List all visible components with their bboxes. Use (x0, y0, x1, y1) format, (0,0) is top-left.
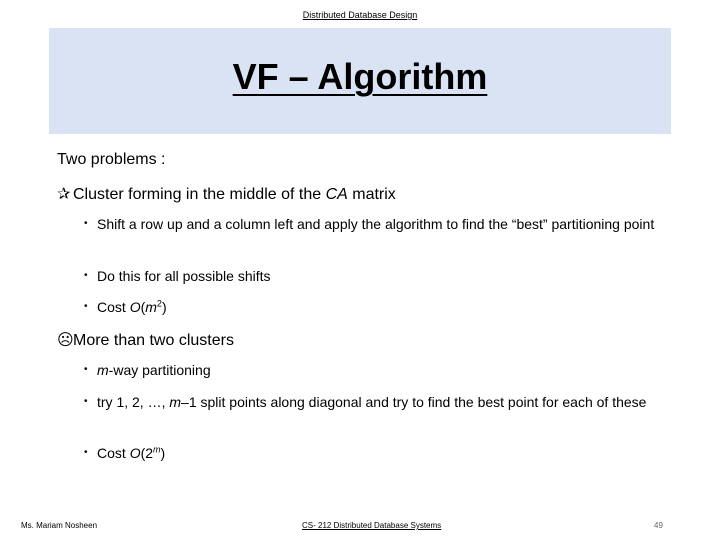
problem-item (57, 330, 234, 350)
slide-header: Distributed Database Design (302, 10, 418, 20)
problem-text: More than two clusters (73, 332, 234, 349)
sub-item-text: Shift a row up and a column left and apply the algorithm to find the “best” partitioning point (97, 216, 655, 232)
bullet-dot-icon: • (84, 301, 88, 312)
problem-text-end: matrix (347, 186, 396, 203)
sub-item-text: Cost $O(m^2)$ (97, 298, 167, 315)
sub-item (84, 213, 659, 235)
footer-author: Ms. Mariam Nosheen (21, 521, 98, 530)
footer-course: CS- 212 Distributed Database Systems (302, 521, 442, 530)
slide-title: VF – Algorithm (232, 56, 488, 97)
bullet-dot-icon: • (84, 218, 88, 229)
sub-item (84, 359, 659, 381)
sub-item-text: Cost O(2$^m$) (97, 444, 166, 461)
bullet-dot-icon: • (84, 270, 88, 281)
sub-item-text: try 1, 2, …, m–1 split points along diagonal and try to find the best point for each of these (97, 394, 647, 410)
sub-item (84, 296, 659, 318)
sub-item (84, 442, 659, 464)
page-number: 49 (654, 521, 663, 530)
problem-text: Cluster forming in the middle of the (73, 186, 326, 203)
sub-item-text: Do this for all possible shifts (97, 268, 271, 284)
sub-item (84, 391, 659, 413)
sub-item-text: m-way partitioning (97, 362, 211, 378)
star-bullet-icon: ✰ (57, 186, 71, 203)
bullet-dot-icon: • (84, 396, 88, 407)
intro-text: Two problems : (57, 151, 166, 168)
bullet-dot-icon: • (84, 364, 88, 375)
problem-text-italic: CA (325, 186, 348, 203)
bullet-dot-icon: • (84, 447, 88, 458)
sub-item (84, 265, 659, 287)
problem-item (57, 184, 396, 204)
frown-bullet-icon: ☹ (57, 332, 74, 349)
